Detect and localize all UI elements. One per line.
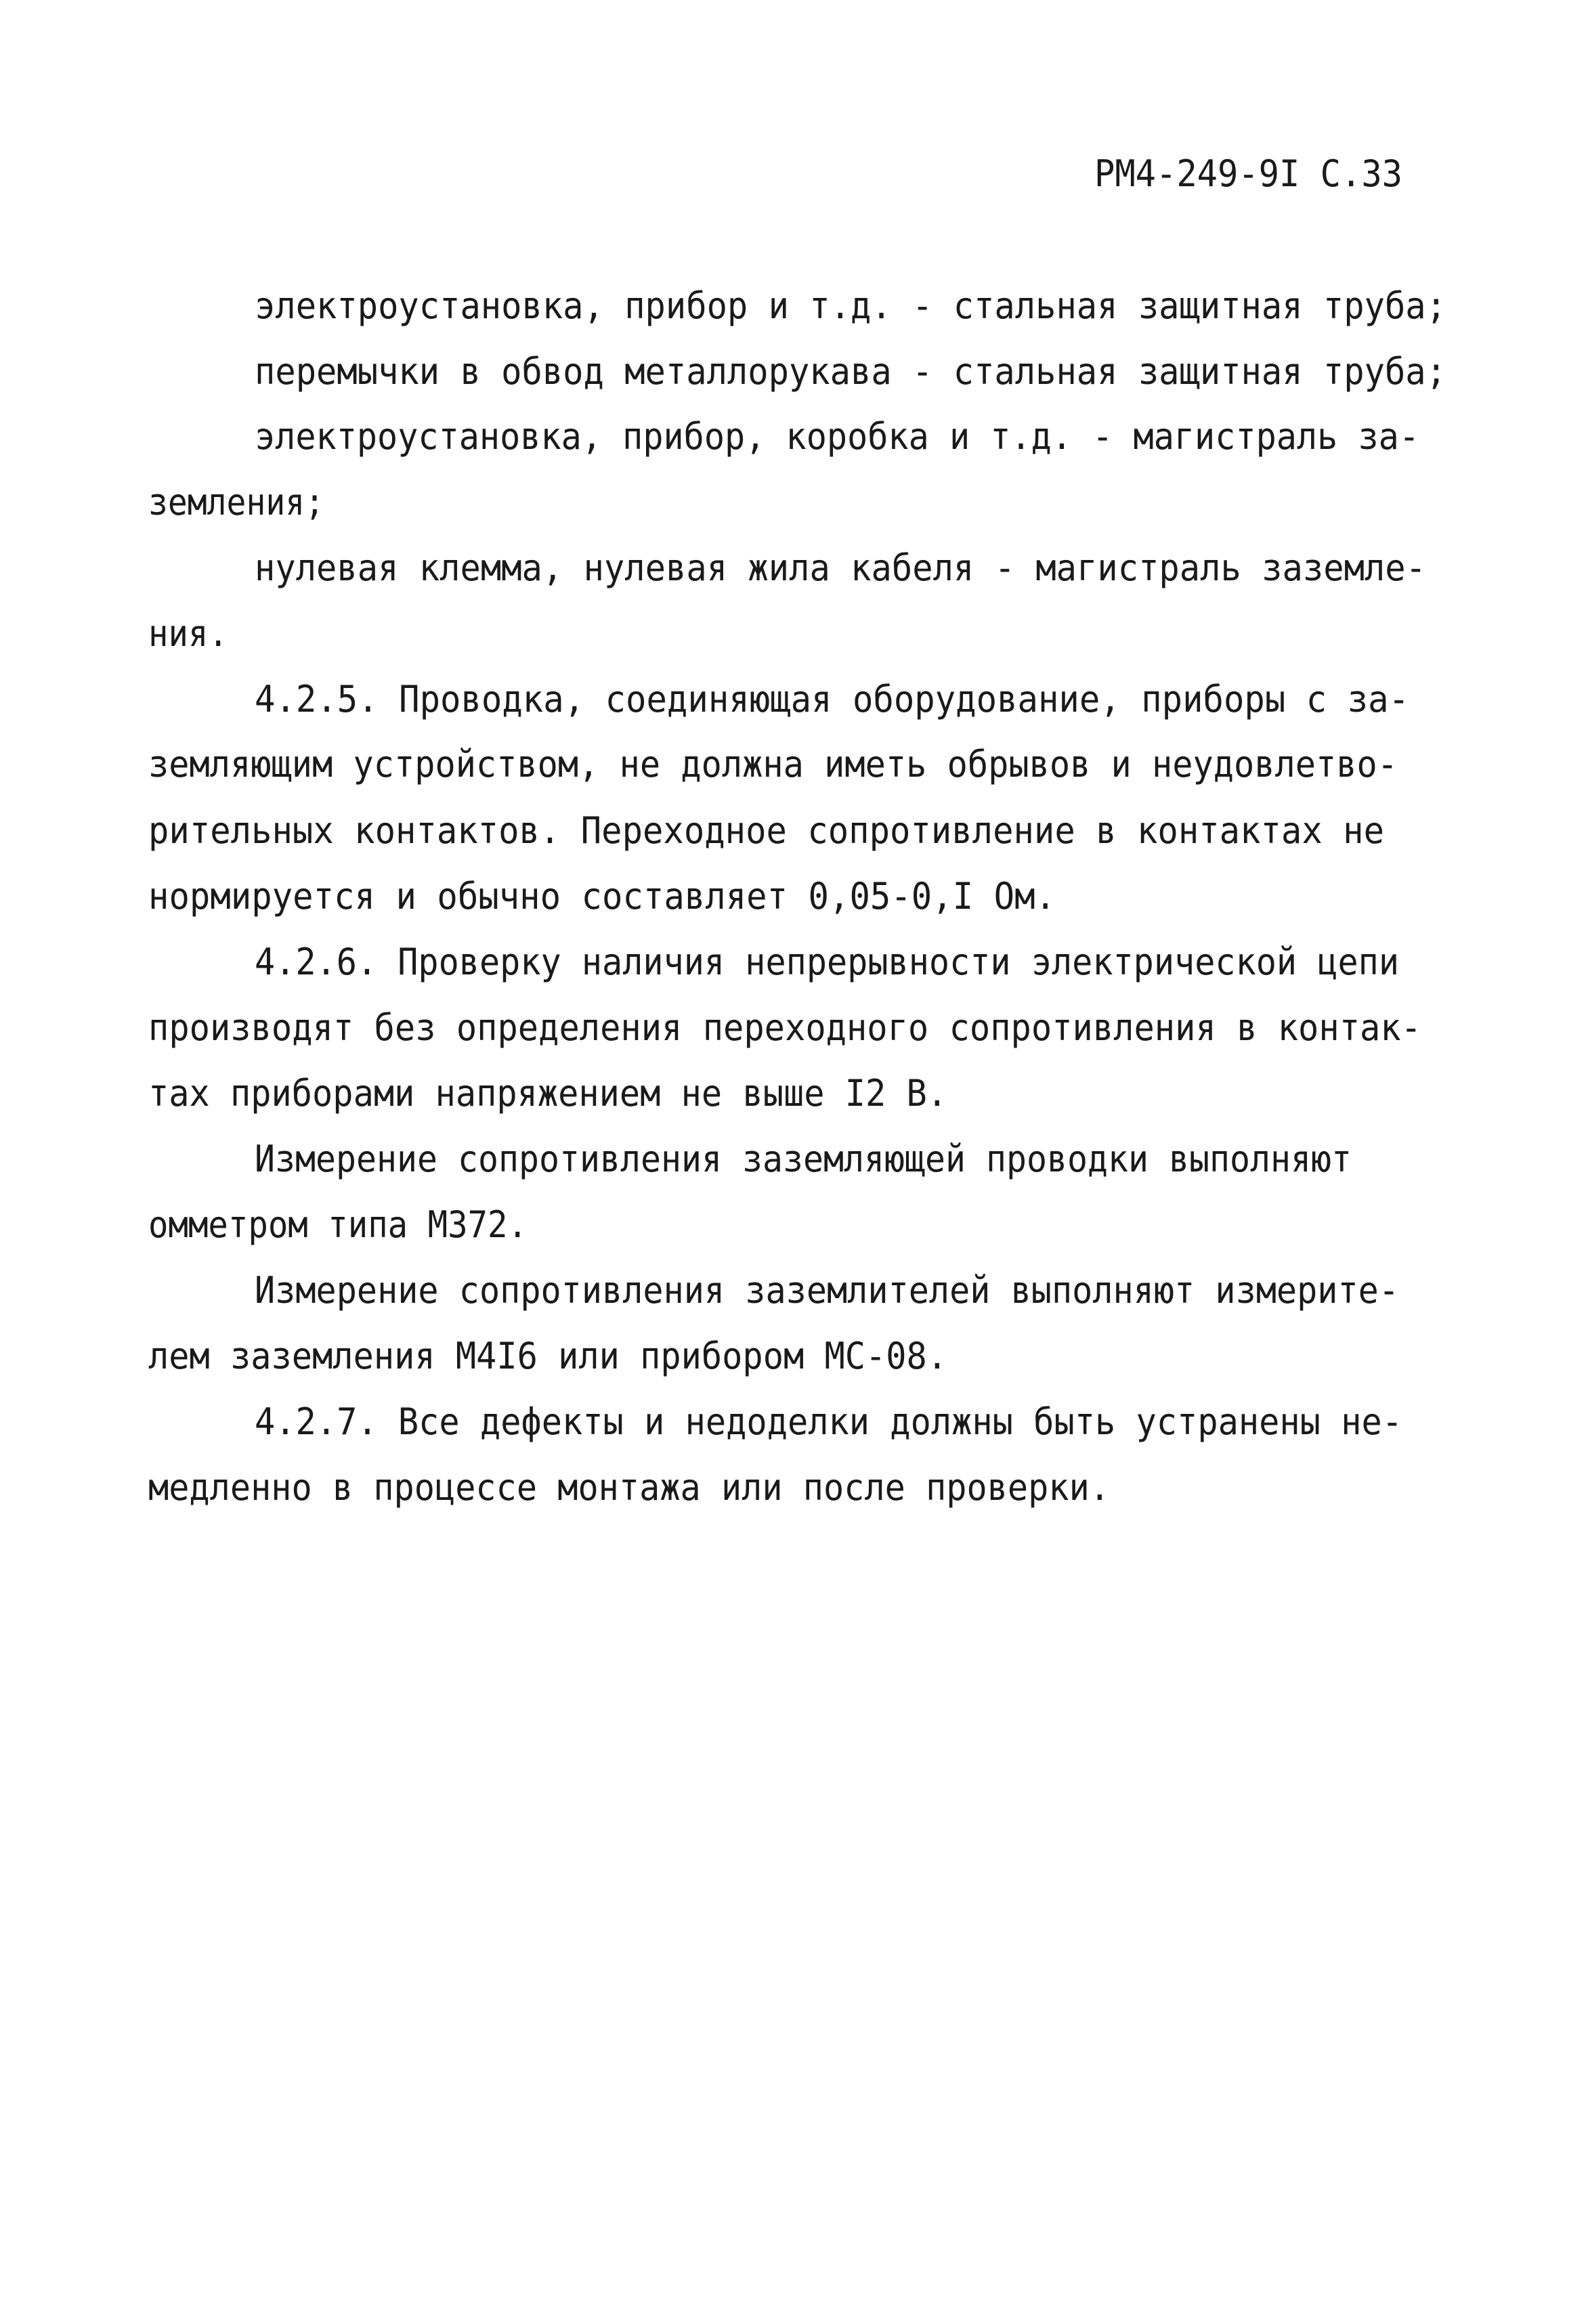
text-line: перемычки в обвод металлорукава - стальная защитная труба; bbox=[255, 350, 1446, 393]
text-line: нулевая клемма, нулевая жила кабеля - магистраль заземле- bbox=[255, 546, 1426, 589]
text-line: электроустановка, прибор и т.д. - стальная защитная труба; bbox=[255, 284, 1446, 327]
text-line: медленно в процессе монтажа или после проверки. bbox=[148, 1466, 1110, 1509]
text-line: ния. bbox=[148, 612, 228, 655]
text-line: электроустановка, прибор, коробка и т.д. - магистраль за- bbox=[255, 415, 1419, 458]
text-line: земления; bbox=[148, 481, 324, 523]
text-line: 4.2.7. Все дефекты и недоделки должны быть устранены не- bbox=[255, 1400, 1402, 1443]
text-line: Измерение сопротивления заземлителей выполняют измерите- bbox=[255, 1269, 1399, 1312]
text-line: 4.2.6. Проверку наличия непрерывности электрической цепи bbox=[255, 941, 1399, 983]
text-line: земляющим устройством, не должна иметь обрывов и неудовлетво- bbox=[148, 743, 1398, 786]
text-line: производят без определения переходного сопротивления в контак- bbox=[148, 1006, 1421, 1049]
text-line: нормируется и обычно составляет 0,05-0,I Ом. bbox=[148, 875, 1056, 918]
text-line: омметром типа М372. bbox=[148, 1203, 528, 1246]
text-line: тах приборами напряжением не выше I2 В. bbox=[148, 1072, 947, 1115]
text-line: лем заземления М4I6 или прибором МС-08. bbox=[148, 1335, 947, 1377]
text-line: Измерение сопротивления заземляющей проводки выполняют bbox=[255, 1138, 1352, 1180]
text-line: 4.2.5. Проводка, соединяющая оборудование, приборы с за- bbox=[255, 678, 1409, 720]
page-header: РМ4-249-9I С.33 bbox=[1094, 152, 1402, 195]
text-line: рительных контактов. Переходное сопротивление в контактах не bbox=[148, 809, 1384, 852]
